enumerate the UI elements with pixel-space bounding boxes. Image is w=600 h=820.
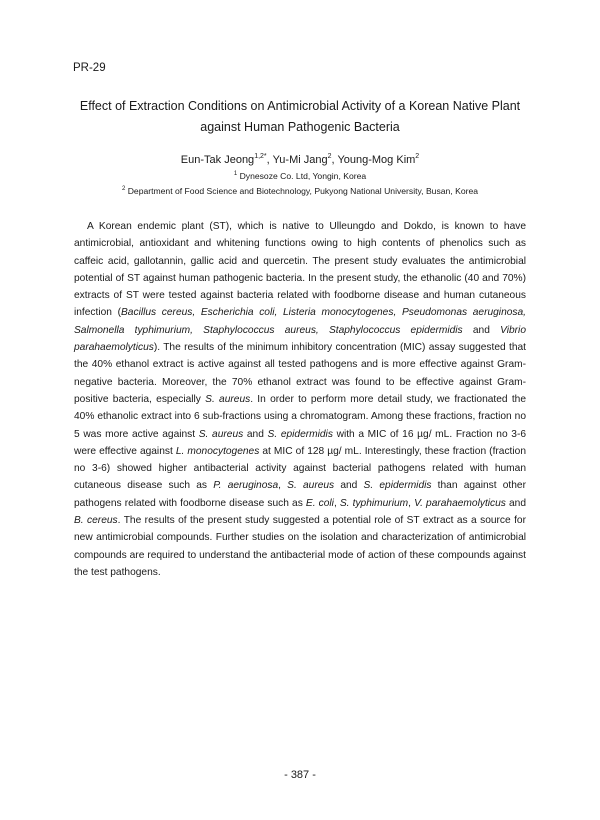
abstract-text: . In order to perform more detail study, we fractionated the 40% ethanolic extract into 6 sub-fractions using a chromatogram. Among these fractions, fraction no 5 was more active against	[74, 393, 526, 440]
abstract-text: ,	[408, 497, 415, 509]
title-line-2: against Human Pathogenic Bacteria	[200, 120, 400, 134]
species-name: S. aureus	[205, 393, 251, 405]
author-name: Young-Mog Kim	[337, 154, 416, 166]
species-name: E. coli	[305, 497, 334, 509]
abstract-text: ). The results of the minimum inhibitory concentration (MIC) assay suggested that the 40% ethanol extract is active against all tested pathogens and is more effective against Gram-negative bacteria. Moreover, the 70% ethanol extract was found to be effective against Gram-positive bacteria, especially	[74, 342, 526, 405]
species-name: L. monocytogenes	[175, 445, 260, 457]
affiliation-list	[60, 169, 540, 199]
affiliation-line	[60, 184, 540, 199]
species-name: S. aureus	[287, 480, 335, 492]
species-name: S. aureus	[198, 428, 244, 440]
abstract-text: and	[243, 428, 268, 440]
author-separator: ,	[266, 154, 273, 166]
species-name: P. aeruginosa	[213, 480, 279, 492]
species-name: Bacillus cereus, Escherichia coli, Listeria monocytogenes, Pseudomonas aeruginosa, Salmonella typhimurium, Staphylococcus aureus, Staphylococcus epidermidis	[74, 307, 526, 336]
abstract-text: ,	[333, 497, 340, 509]
abstract-text: at MIC of 128 µg/ mL. Interestingly, these fraction (fraction no 3-6) showed higher antibacterial activity against bacterial pathogens related with human cutaneous disease such as	[74, 445, 526, 492]
author-separator: ,	[331, 154, 338, 166]
title-line-1: Effect of Extraction Conditions on Antimicrobial Activity of a Korean Native Plant	[79, 99, 521, 113]
affiliation-text: Department of Food Science and Biotechnology, Pukyong National University, Busan, Korea	[127, 186, 479, 196]
abstract-text: and	[334, 480, 364, 492]
author-list	[60, 152, 540, 168]
species-name: S. epidermidis	[363, 480, 432, 492]
species-name: Vibrio parahaemolyticus	[74, 324, 526, 354]
abstract-text: A Korean endemic plant (ST), which is native to Ulleungdo and Dokdo, is known to have antimicrobial, antioxidant and whitening functions owing to high contents of phenolics such as caffeic acid, gallotannin, gallic acid and quercetin. The present study evaluates the antimicrobial potential of ST against human pathogenic bacteria. In the present study, the ethanolic (40 and 70%) extracts of ST were tested against bacteria related with foodborne disease and human cutaneous infection (	[74, 221, 526, 319]
affiliation-mark: 1	[233, 171, 238, 177]
abstract-text: and	[462, 324, 501, 336]
paper-title	[60, 96, 540, 138]
author-name: Eun-Tak Jeong	[180, 154, 255, 166]
abstract-text: . The results of the present study suggested a potential role of ST extract as a source for new antimicrobial compounds. Further studies on the isolation and characterization of antimicrobial compounds are required to understand the antibacterial mode of action of these compounds against the test pathogens.	[74, 515, 526, 578]
abstract-text: with a MIC of 16 µg/ mL. Fraction no 3-6 were effective against	[74, 428, 527, 457]
affiliation-text: Dynesoze Co. Ltd, Yongin, Korea	[239, 171, 367, 181]
abstract-paragraph	[74, 218, 526, 581]
affiliation-mark: 2	[121, 186, 126, 192]
page-number: - 387 -	[284, 769, 316, 781]
species-name: S. epidermidis	[267, 428, 333, 440]
abstract-text: ,	[278, 480, 288, 492]
presentation-code: PR-29	[73, 62, 106, 74]
author-affiliation-mark: 2	[415, 153, 420, 160]
species-name: V. parahaemolyticus	[414, 497, 506, 509]
abstract-text: than against other pathogens related with foodborne disease such as	[74, 480, 526, 509]
species-name: S. typhimurium	[339, 497, 409, 509]
author-affiliation-mark: 2	[327, 153, 332, 160]
affiliation-line	[60, 169, 540, 184]
author-affiliation-mark: 1,2*	[254, 153, 267, 160]
abstract-text: and	[505, 497, 526, 509]
author-name: Yu-Mi Jang	[272, 154, 328, 166]
species-name: B. cereus	[74, 515, 118, 527]
